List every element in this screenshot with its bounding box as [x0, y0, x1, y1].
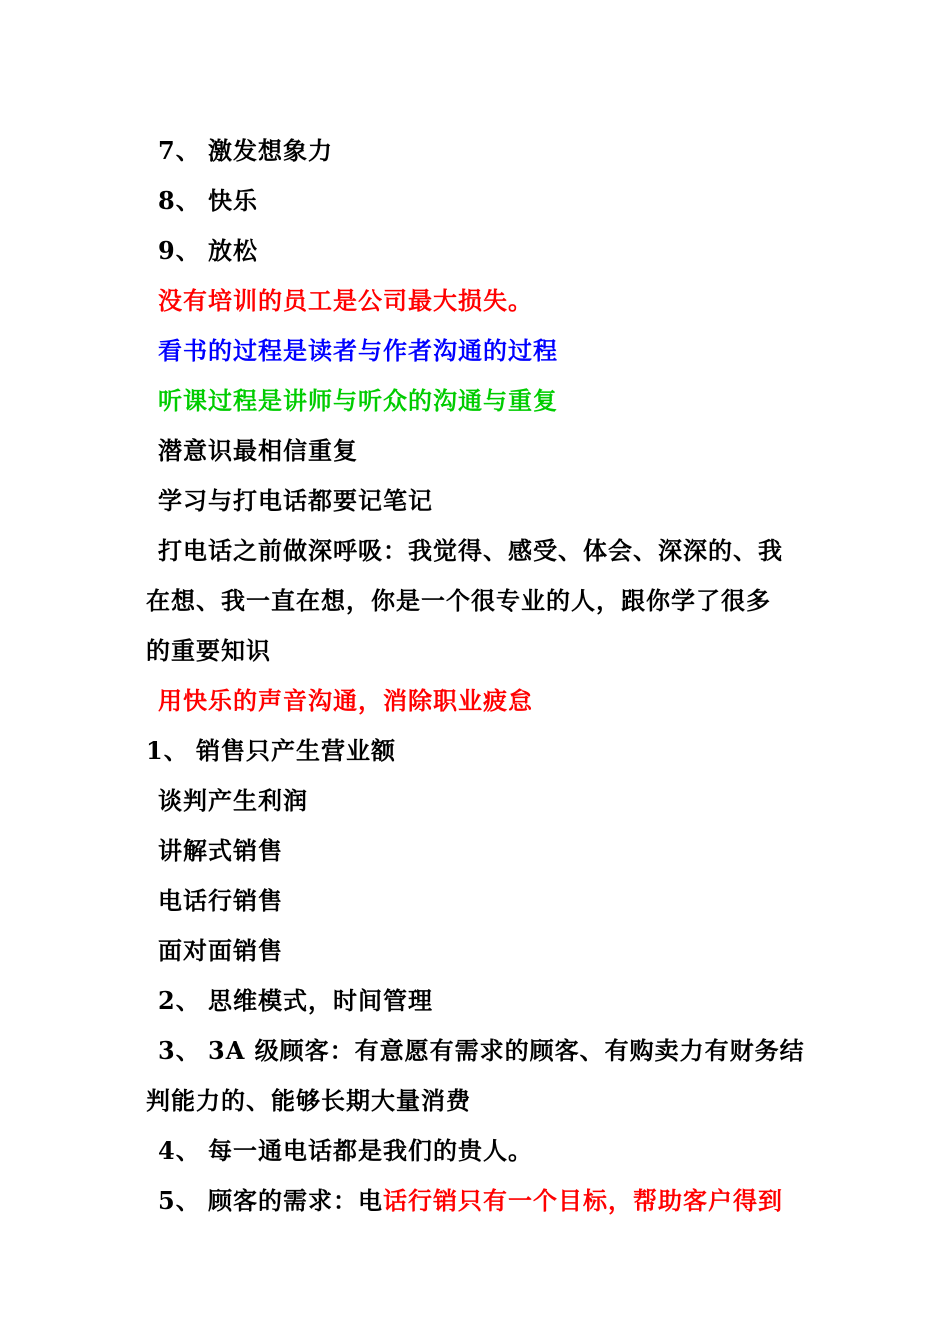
list-item-3: [158, 1036, 805, 1066]
list-item-7: [158, 136, 333, 166]
list-item-8: [158, 186, 258, 216]
list-text: 快乐: [208, 186, 258, 215]
list-item-4: [158, 1136, 533, 1166]
list-item-5: [158, 1186, 783, 1216]
list-number: 5、: [158, 1186, 201, 1215]
paragraph-line: 讲解式销售: [158, 836, 283, 865]
list-text: 放松: [208, 236, 258, 265]
list-text: 思维模式，时间管理: [208, 986, 433, 1015]
paragraph-line: 在想、我一直在想，你是一个很专业的人，跟你学了很多: [146, 586, 771, 615]
highlight-green-text: 听课过程是讲师与听众的沟通与重复: [158, 386, 558, 415]
list-text-black: 顾客的需求：电: [208, 1186, 383, 1215]
list-text: 每一通电话都是我们的贵人。: [208, 1136, 533, 1165]
list-item-9: [158, 236, 258, 266]
list-number: 9、: [158, 236, 201, 265]
paragraph-line: 打电话之前做深呼吸：我觉得、感受、体会、深深的、我: [158, 536, 783, 565]
paragraph-line: 潜意识最相信重复: [158, 436, 358, 465]
highlight-red-text: 没有培训的员工是公司最大损失。: [158, 286, 533, 315]
list-number: 3、: [158, 1036, 201, 1065]
list-item-2: [158, 986, 433, 1016]
paragraph-line: 判能力的、能够长期大量消费: [146, 1086, 471, 1115]
list-text-red: 话行销只有一个目标，帮助客户得到: [383, 1186, 783, 1215]
paragraph-line: 的重要知识: [146, 636, 271, 665]
list-text: 激发想象力: [208, 136, 333, 165]
highlight-red-text: 用快乐的声音沟通，消除职业疲怠: [158, 686, 533, 715]
paragraph-line: 面对面销售: [158, 936, 283, 965]
highlight-blue-text: 看书的过程是读者与作者沟通的过程: [158, 336, 558, 365]
list-number: 2、: [158, 986, 201, 1015]
list-number: 8、: [158, 186, 201, 215]
list-item-1: [146, 736, 396, 766]
paragraph-line: 学习与打电话都要记笔记: [158, 486, 433, 515]
list-number: 4、: [158, 1136, 201, 1165]
list-number: 7、: [158, 136, 201, 165]
list-text: 销售只产生营业额: [196, 736, 396, 765]
paragraph-line: 谈判产生利润: [158, 786, 308, 815]
paragraph-line: 电话行销售: [158, 886, 283, 915]
list-number: 1、: [146, 736, 189, 765]
list-text: 3A 级顾客：有意愿有需求的顾客、有购卖力有财务结: [208, 1036, 805, 1065]
